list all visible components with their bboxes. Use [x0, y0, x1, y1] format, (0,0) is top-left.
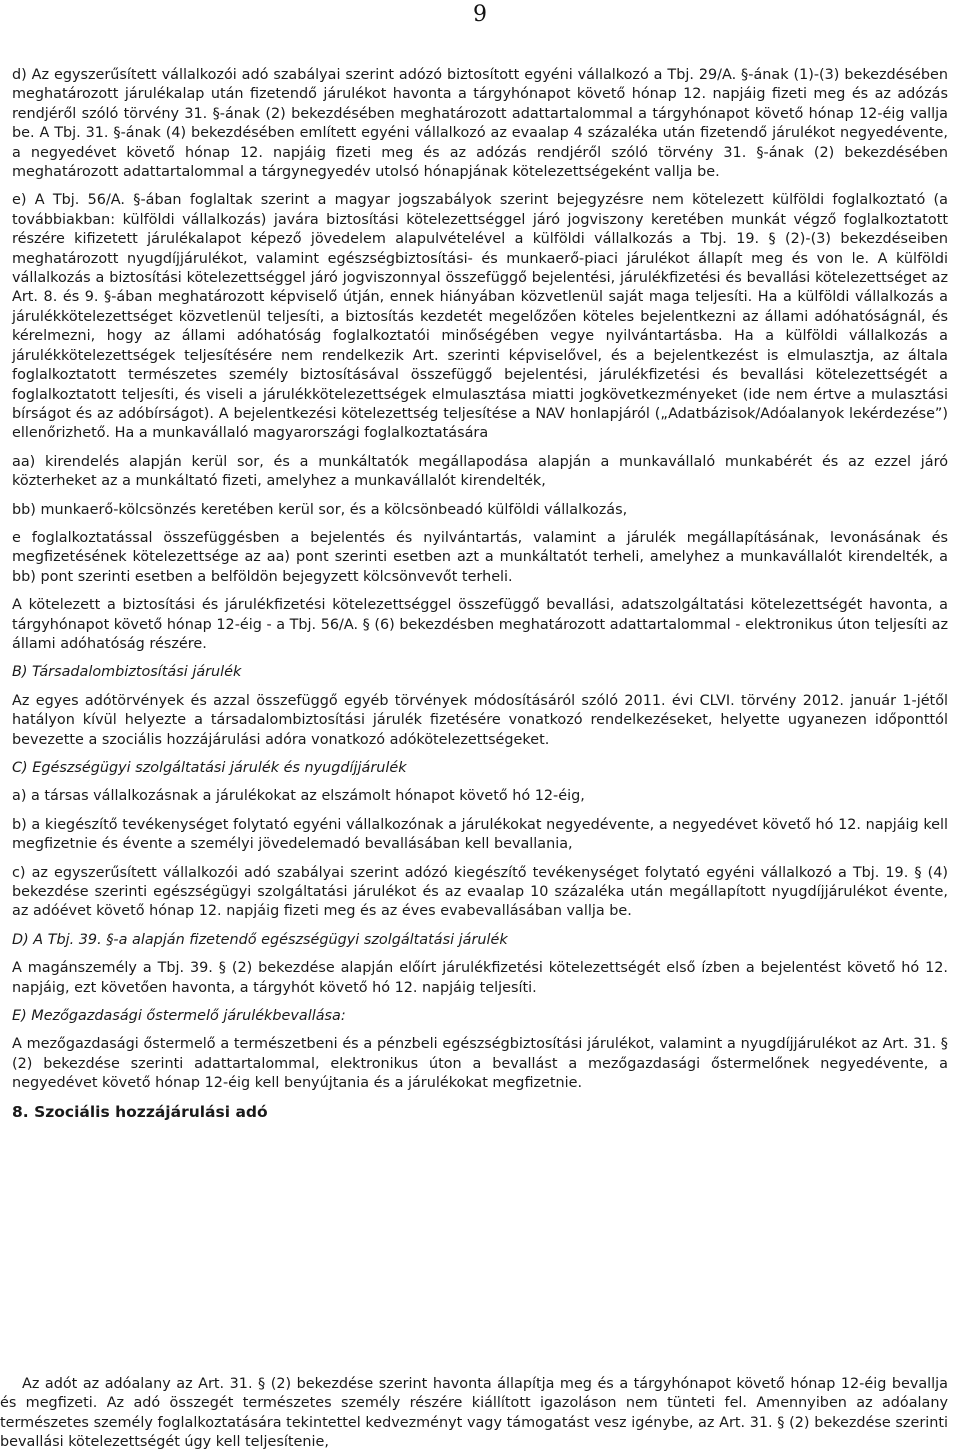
- page-body: [12, 66, 948, 1131]
- section-e-title: E) Mezőgazdasági őstermelő járulékbevallása:: [12, 1008, 346, 1025]
- page-number: 9: [473, 2, 487, 27]
- paragraph-d: d) Az egyszerűsített vállalkozói adó szabályai szerint adózó biztosított egyéni vállalkozó a Tbj. 29/A. §-ának (1)-(3) bekezdésében meghatározott járulékalap után fizetendő járulékot havonta a tárgyhónapot követő hónap 12. napjáig fizeti meg és az adózás rendjéről szóló törvény 31. §-ának (2) bekezdésében meghatározott adattartalommal a tárgyhónapot követő hónap 12-éig vallja be. A Tbj. 31. §-ának (4) bekezdésében említett egyéni vállalkozó az evaalap 4 százaléka után fizetendő járulékot negyedévente, a negyedévet követő hónap 12. napjáig fizeti meg és az adózás rendjéről szóló törvény 31. §-ának (2) bekezdésében meghatározott adattartalommal a tárgynegyedév utolsó hónapjának kötelezettségeként vallja be.: [12, 67, 948, 181]
- section-8-body: [0, 1375, 948, 1453]
- section-d-text: A magánszemély a Tbj. 39. § (2) bekezdése alapján előírt járulékfizetési kötelezettségét első ízben a bejelentést követő hó 12. napjáig, ezt követően havonta, a tárgyhót követő hó 12. napjáig teljesíti.: [12, 960, 948, 996]
- paragraph-aa: aa) kirendelés alapján kerül sor, és a munkáltatók megállapodása alapján a munkavállaló munkabérét és az ezzel járó közterheket az a munkáltató fizeti, amelyhez a munkavállalót kirendelték,: [12, 453, 948, 490]
- section-b-text: Az egyes adótörvények és azzal összefüggő egyéb törvények módosításáról szóló 2011. évi CLVI. törvény 2012. január 1-jétől hatályon kívül helyezte a társadalombiztosítási járulék fizetésére vonatkozó rendelkezéseket, helyette ugyanezen időponttól bevezette a szociális hozzájárulási adóra vonatkozó adókötelezettségeket.: [12, 692, 948, 748]
- paragraph-bb: bb) munkaerő-kölcsönzés keretében kerül sor, és a kölcsönbeadó külföldi vállalkozás,: [12, 501, 628, 518]
- section-b-title: B) Társadalombiztosítási járulék: [12, 664, 242, 681]
- section-c-title: C) Egészségügyi szolgáltatási járulék és nyugdíjjárulék: [12, 760, 407, 776]
- section-d-title: D) A Tbj. 39. §-a alapján fizetendő egészségügyi szolgáltatási járulék: [12, 931, 508, 948]
- paragraph-e-continued: e foglalkoztatással összefüggésben a bejelentés és nyilvántartás, valamint a járulék megállapításának, levonásának és megfizetésének kötelezettsége az aa) pont szerinti esetben azt a munkáltatót terheli, amelyhez a munkavállalót kirendelték, a bb) pont szerinti esetben a belföldön bejegyzett kölcsönvevőt terheli.: [12, 529, 948, 585]
- paragraph-e-reporting: A kötelezett a biztosítási és járulékfizetési kötelezettséggel összefüggő bevallási, adatszolgáltatási kötelezettségét havonta, a tárgyhónapot követő hónap 12-éig - a Tbj. 56/A. § (6) bekezdésben meghatározott adattartalommal - elektronikus úton teljesíti az állami adóhatóság részére.: [12, 597, 948, 652]
- section-8-heading: 8. Szociális hozzájárulási adó: [12, 1102, 268, 1121]
- paragraph-e: e) A Tbj. 56/A. §-ában foglaltak szerint a magyar jogszabályok szerint bejegyzésre nem kötelezett külföldi foglalkoztató (a továbbiakban: külföldi vállalkozás) javára biztosítási kötelezettséggel járó jogviszony keretében munkát végző foglalkoztatott részére kifizetett járulékalapot képező jövedelem alapulvételével a külföldi vállalkozás a Tbj. 19. § (2)-(3) bekezdéseiben meghatározott nyugdíjjárulékot, valamint egészségbiztosítási- és munkaerő-piaci járulékot állapít meg és von le. A külföldi vállalkozás a biztosítási kötelezettséggel járó jogviszonnyal összefüggő bejelentési, járulékfizetési és bevallási kötelezettséget az Art. 8. és 9. §-ában meghatározott képviselő útján, ennek hiányában közvetlenül saját maga teljesíti. Ha a külföldi vállalkozás a járulékkötelezettséget közvetlenül teljesíti, a biztosítás kezdetét megelőzően köteles bejelentkezni az állami adóhatóságnál, és kérelmezni, hogy az állami adóhatóság foglalkoztatói minőségében vegye nyilvántartásba. Ha a külföldi vállalkozás a járulékkötelezettségek teljesítésére nem rendelkezik Art. szerinti képviselővel, és a bejelentkezést is elmulasztja, az általa foglalkoztatott természetes személy biztosításával összefüggő bejelentési, járulékfizetési és bevallási kötelezettségét a foglalkoztatott teljesíti, és viseli a járulékkötelezettségek elmulasztása miatti jogkövetkezményeket (ide nem értve a mulasztási bírságot és az adóbírságot). A bejelentkezési kötelezettség teljesítése a NAV honlapjáról („Adatbázisok/Adóalanyok lekérdezése”) ellenőrizhető. Ha a munkavállaló magyarországi foglalkoztatására: [12, 192, 948, 442]
- section-c-item-a: a) a társas vállalkozásnak a járulékokat az elszámolt hónapot követő hó 12-éig,: [12, 788, 585, 805]
- section-8-text: Az adót az adóalany az Art. 31. § (2) bekezdése szerint havonta állapítja meg és a tárgyhónapot követő hónap 12-éig bevallja és megfizeti. Az adó összegét természetes személy részére kiállított igazoláson nem tünteti fel. Amennyiben az adóalany természetes személy foglalkoztatására tekintettel kedvezményt vagy támogatást vesz igénybe, az Art. 31. § (2) bekezdése szerinti bevallási kötelezettségét úgy kell teljesítenie,: [0, 1376, 948, 1451]
- section-c-item-b: b) a kiegészítő tevékenységet folytató egyéni vállalkozónak a járulékokat negyedévente, a negyedévet követő hó 12. napjáig kell megfizetnie és évente a személyi jövedelemadó bevallásában kell bevallania,: [12, 816, 948, 853]
- section-c-item-c: c) az egyszerűsített vállalkozói adó szabályai szerint adózó kiegészítő tevékenységet folytató egyéni vállalkozó a Tbj. 19. § (4) bekezdése szerinti egészségügyi szolgáltatási járulékot és az evaalap 10 százaléka után megállapított nyugdíjjárulékot évente, az adóévet követő hónap 12. napjáig fizeti meg és az éves evabevallásában vallja be.: [12, 864, 948, 920]
- section-e-text: A mezőgazdasági őstermelő a természetbeni és a pénzbeli egészségbiztosítási járulékot, valamint a nyugdíjjárulékot az Art. 31. § (2) bekezdése szerinti adattartalommal, elektronikus úton a bevallást a mezőgazdasági őstermelőnek negyedévente, a negyedévet követő hónap 12-éig kell benyújtania és a járulékokat megfizetnie.: [12, 1036, 948, 1092]
